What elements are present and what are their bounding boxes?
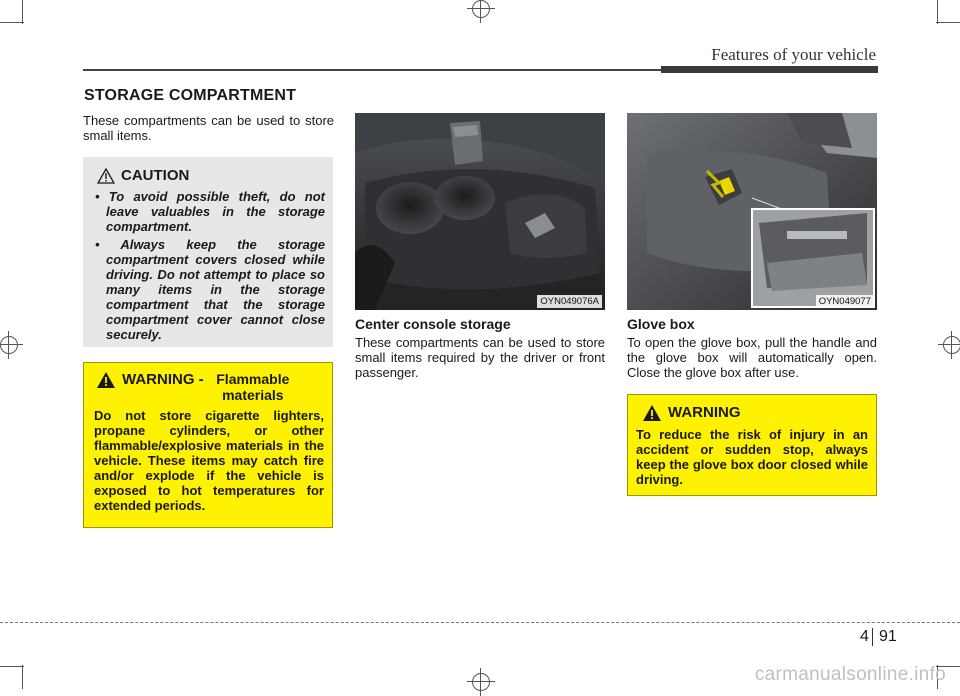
crop-mark: [22, 665, 23, 689]
warning-flammable-text: Do not store cigarette lighters, propane cylinders, or other flammable/explosive materials in the vehicle. These items may catch fire and/or explode if the vehicle is exposed to hot temperatures for extended periods.: [94, 408, 324, 513]
center-console-photo: [355, 113, 605, 310]
caution-triangle-icon: [97, 168, 115, 184]
header-rule: [83, 69, 661, 71]
center-console-illustration: [355, 113, 605, 310]
crop-mark: [936, 22, 960, 23]
glove-box-illustration: [627, 113, 877, 310]
header-bar: [661, 66, 878, 73]
warning-flammable-subtitle: Flammable materials: [216, 371, 290, 403]
page-divider: [872, 628, 873, 646]
glove-box-image-code: OYN049077: [816, 295, 874, 308]
caution-list: [93, 189, 325, 342]
registration-mark-icon: [472, 673, 490, 691]
caution-box: [83, 157, 333, 347]
caution-item: • To avoid possible theft, do not leave valuables in the storage compartment.: [95, 189, 325, 234]
intro-text: These compartments can be used to store small items.: [83, 113, 334, 143]
center-console-text: These compartments can be used to store small items required by the driver or front passenger.: [355, 335, 605, 380]
caution-header: [97, 167, 325, 184]
page-chapter: 4: [860, 628, 869, 645]
warning-glove-text: To reduce the risk of injury in an accident or sudden stop, always keep the glove box door closed while driving.: [636, 427, 868, 487]
page-number: 91: [879, 628, 897, 645]
caution-item: • Always keep the storage compartment covers closed while driving. Do not attempt to place so many items in the storage compartment that the storage compartment cover cannot close securely.: [95, 237, 325, 342]
registration-mark-icon: [943, 336, 960, 354]
header-title: Features of your vehicle: [711, 45, 876, 64]
section-title: STORAGE COMPARTMENT: [84, 87, 297, 104]
footer-rule: [0, 622, 960, 623]
crop-mark: [0, 22, 24, 23]
crop-mark: [0, 666, 24, 667]
warning-flammable-header: [94, 371, 324, 403]
glove-box-title: Glove box: [627, 316, 695, 332]
registration-mark-icon: [472, 0, 490, 18]
warning-glove-header: [640, 404, 868, 422]
crop-mark: [937, 0, 938, 24]
warning-triangle-icon: [642, 404, 662, 422]
warning-flammable-box: [83, 362, 333, 528]
glove-box-text: To open the glove box, pull the handle and the glove box will automatically open. Close the glove box after use.: [627, 335, 877, 380]
center-console-title: Center console storage: [355, 316, 511, 332]
caution-title: CAUTION: [121, 167, 190, 184]
registration-mark-icon: [0, 336, 18, 354]
center-console-image-code: OYN049076A: [537, 295, 602, 308]
warning-flammable-title: WARNING -: [122, 371, 208, 388]
crop-mark: [22, 0, 23, 24]
warning-glove-box: [627, 394, 877, 496]
warning-triangle-icon: [96, 371, 116, 389]
watermark: carmanualsonline.info: [754, 664, 946, 685]
warning-glove-title: WARNING: [668, 404, 741, 421]
glove-box-photo: [627, 113, 877, 310]
